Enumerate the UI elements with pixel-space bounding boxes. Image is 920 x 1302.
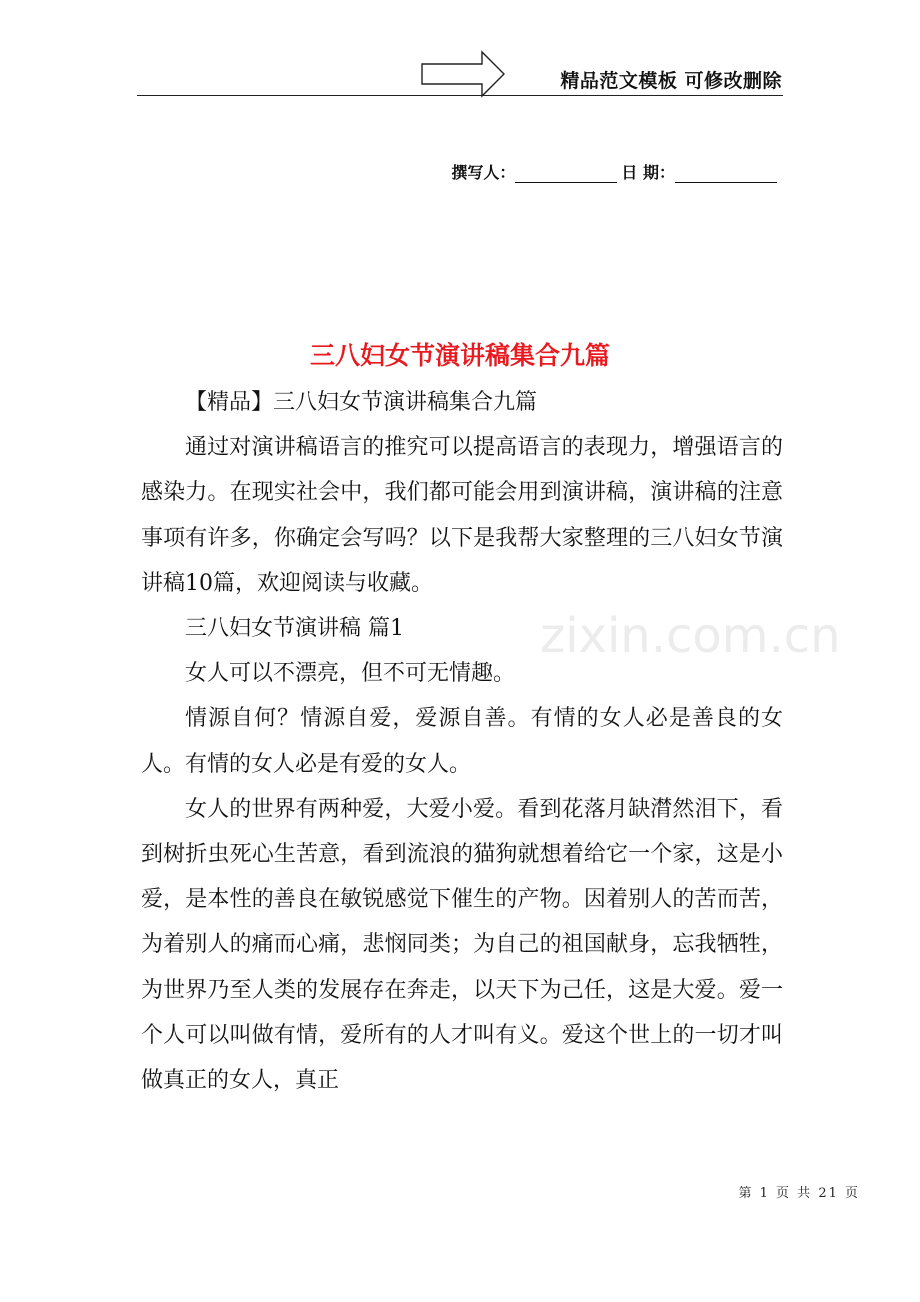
page-footer: 第 1 页 共 21 页 <box>738 1186 860 1201</box>
document-body <box>141 380 783 1103</box>
date-label: 日 期： <box>621 163 675 182</box>
body-paragraph: 情源自何？情源自爱，爱源自善。有情的女人必是善良的女人。有情的女人必是有爱的女人。 <box>141 706 783 777</box>
section-heading: 三八妇女节演讲稿 篇1 <box>185 616 404 642</box>
header-divider <box>137 95 783 96</box>
watermark: zixin.com.cn <box>540 608 841 664</box>
header-title: 精品范文模板 可修改删除 <box>560 70 782 92</box>
author-date-line <box>451 160 781 183</box>
subtitle-paragraph: 【精品】三八妇女节演讲稿集合九篇 <box>185 390 538 415</box>
date-field <box>675 164 777 183</box>
body-paragraph: 女人的世界有两种爱，大爱小爱。看到花落月缺潸然泪下，看到树折虫死心生苦意，看到流浪的猫狗就想着给它一个家，这是小爱，是本性的善良在敏锐感觉下催生的产物。因着别人的苦而苦，为着别人的痛而心痛，悲悯同类；为自己的祖国献身，忘我牺牲，为世界乃至人类的发展存在奔走，以天下为己任，这是大爱。爱一个人可以叫做有情，爱所有的人才叫有义。爱这个世上的一切才叫做真正的女人，真正 <box>141 796 783 1094</box>
author-field <box>515 164 617 183</box>
author-label: 撰写人： <box>451 163 516 182</box>
right-arrow-outline-icon <box>420 50 506 98</box>
body-paragraph: 女人可以不漂亮，但不可无情趣。 <box>185 661 516 687</box>
document-title: 三八妇女节演讲稿集合九篇 <box>309 341 610 370</box>
body-paragraph: 通过对演讲稿语言的推究可以提高语言的表现力，增强语言的感染力。在现实社会中，我们都可能会用到演讲稿，演讲稿的注意事项有许多，你确定会写吗？以下是我帮大家整理的三八妇女节演讲稿10篇，欢迎阅读与收藏。 <box>141 435 783 596</box>
